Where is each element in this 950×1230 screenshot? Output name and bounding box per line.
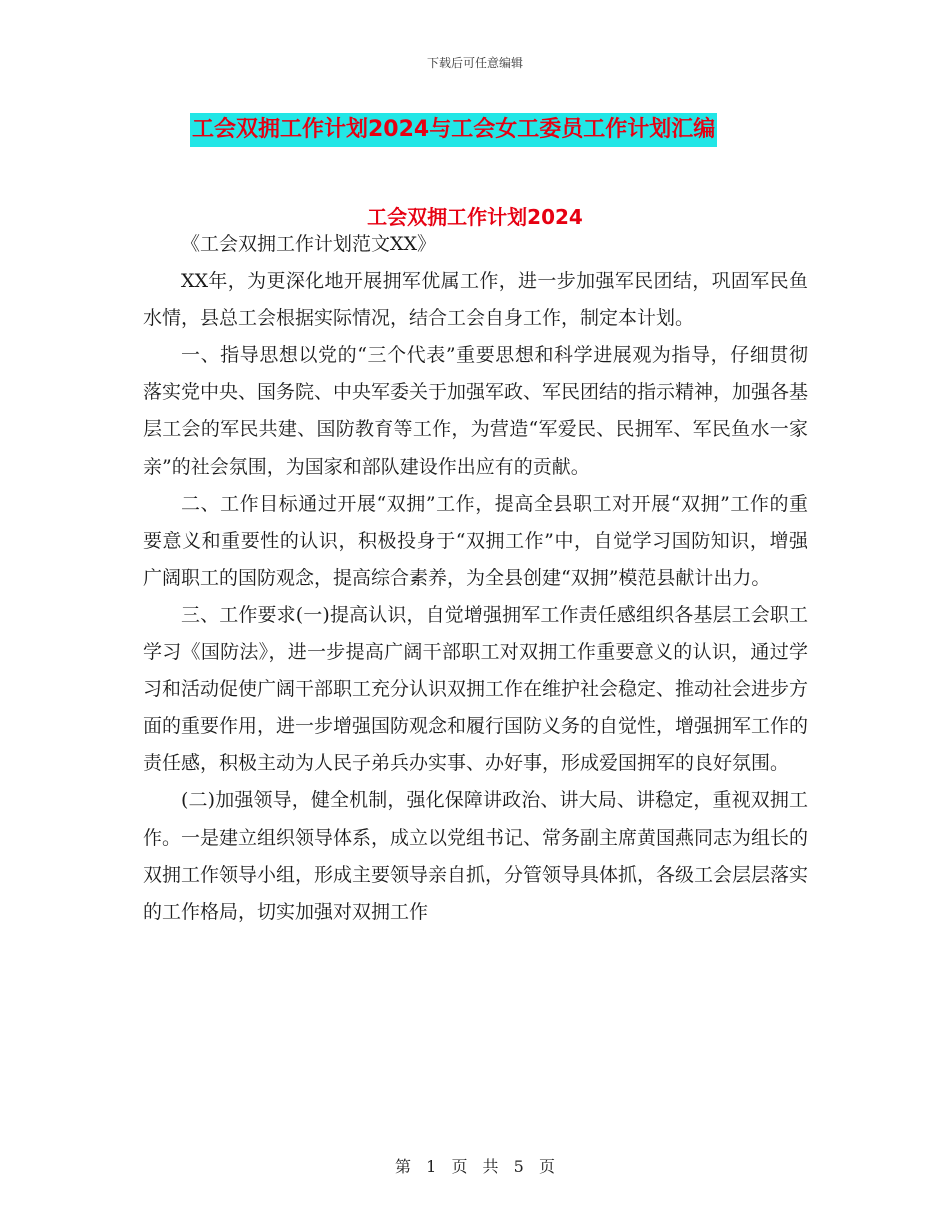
footer-total-unit: 页 (538, 1157, 555, 1176)
paragraph-work-requirements-1: 三、工作要求(一)提高认识，自觉增强拥军工作责任感组织各基层工会职工学习《国防法》，进一步提高广阔干部职工对双拥工作重要意义的认识，通过学习和活动促使广阔干部职工充分认识双拥工作在维护社会稳定、推动社会进步方面的重要作用，进一步增强国防观念和履行国防义务的自觉性，增强拥军工作的责任感，积极主动为人民子弟兵办实事、办好事，形成爱国拥军的良好氛围。 (143, 603, 809, 775)
header-note: 下载后可任意编辑 (426, 56, 523, 70)
paragraph-guiding-ideology: 一、指导思想以党的“三个代表”重要思想和科学进展观为指导，仔细贯彻落实党中央、国务院、中央军委关于加强军政、军民团结的指示精神，加强各基层工会的军民共建、国防教育等工作，为营造“军爱民、民拥军、军民鱼水一家亲”的社会氛围，为国家和部队建设作出应有的贡献。 (143, 344, 809, 478)
footer-page-number: 1 (426, 1157, 437, 1176)
main-title-container (190, 113, 807, 147)
paragraph-citation: 《工会双拥工作计划范文XX》 (181, 233, 437, 255)
footer-page-unit: 页 (451, 1157, 468, 1176)
page-footer (0, 1154, 950, 1177)
paragraph-intro: XX年，为更深化地开展拥军优属工作，进一步加强军民团结，巩固军民鱼水情，县总工会根据实际情况，结合工会自身工作，制定本计划。 (143, 270, 808, 330)
paragraph-work-goals: 二、工作目标通过开展“双拥”工作，提高全县职工对开展“双拥”工作的重要意义和重要性的认识，积极投身于“双拥工作”中，自觉学习国防知识，增强广阔职工的国防观念，提高综合素养，为全县创建“双拥”模范县献计出力。 (143, 492, 808, 589)
body-text (143, 226, 808, 931)
section-title: 工会双拥工作计划2024 (367, 205, 583, 229)
main-title: 工会双拥工作计划2024与工会女工委员工作计划汇编 (190, 113, 717, 147)
footer-prefix: 第 (395, 1157, 412, 1176)
footer-total-prefix: 共 (482, 1157, 499, 1176)
paragraph-work-requirements-2: (二)加强领导，健全机制，强化保障讲政治、讲大局、讲稳定，重视双拥工作。一是建立组织领导体系，成立以党组书记、常务副主席黄国燕同志为组长的双拥工作领导小组，形成主要领导亲自抓，分管领导具体抓，各级工会层层落实的工作格局，切实加强对双拥工作 (143, 789, 809, 923)
footer-total-pages: 5 (513, 1157, 524, 1176)
